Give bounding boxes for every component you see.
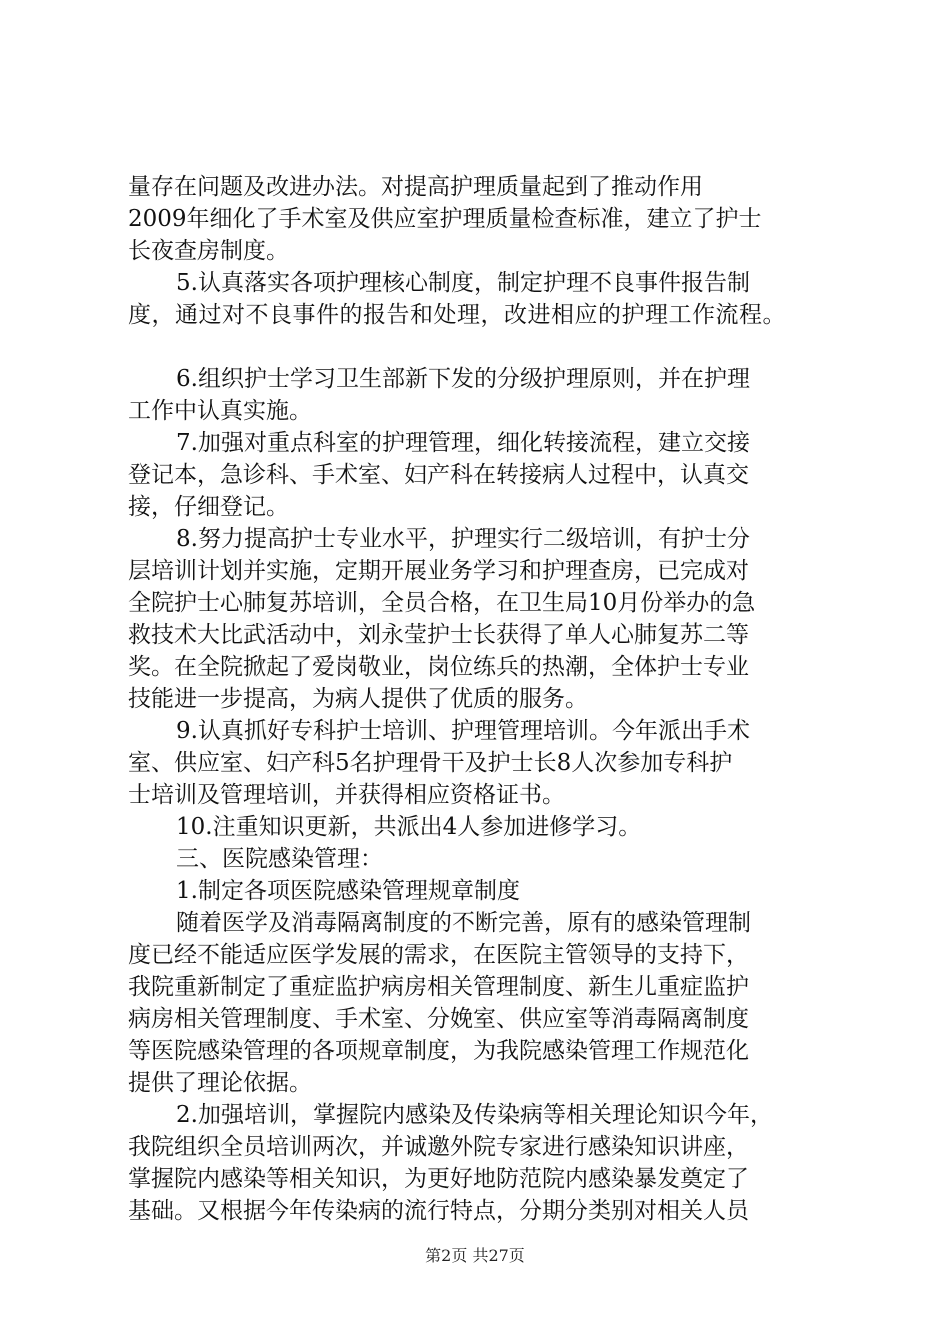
text-line: 技能进一步提高，为病人提供了优质的服务。	[128, 686, 588, 712]
text-line: 5.认真落实各项护理核心制度，制定护理不良事件报告制	[176, 270, 750, 296]
text-line: 随着医学及消毒隔离制度的不断完善，原有的感染管理制	[176, 910, 751, 936]
blank-line	[128, 331, 828, 363]
text-line: 度，通过对不良事件的报告和处理，改进相应的护理工作流程。	[128, 302, 786, 328]
text-line: 接，仔细登记。	[128, 494, 289, 520]
text-line: 等医院感染管理的各项规章制度，为我院感染管理工作规范化	[128, 1038, 749, 1064]
text-line: 士培训及管理培训，并获得相应资格证书。	[128, 782, 565, 808]
text-line: 室、供应室、妇产科5名护理骨干及护士长8人次参加专科护	[128, 750, 733, 776]
text-line: 奖。在全院掀起了爱岗敬业，岗位练兵的热潮，全体护士专业	[128, 654, 749, 680]
text-line: 10.注重知识更新，共派出4人参加进修学习。	[176, 814, 642, 840]
text-line: 长夜查房制度。	[128, 238, 289, 264]
text-line: 9.认真抓好专科护士培训、护理管理培训。今年派出手术	[176, 718, 750, 744]
text-line: 7.加强对重点科室的护理管理，细化转接流程，建立交接	[176, 430, 750, 456]
page-number-footer: 第2页 共27页	[425, 1246, 525, 1265]
text-line: 掌握院内感染等相关知识，为更好地防范院内感染暴发奠定了	[128, 1166, 749, 1192]
text-line: 提供了理论依据。	[128, 1070, 312, 1096]
text-line: 登记本，急诊科、手术室、妇产科在转接病人过程中，认真交	[128, 462, 749, 488]
text-line: 基础。又根据今年传染病的流行特点，分期分类别对相关人员	[128, 1198, 749, 1224]
text-line: 2009年细化了手术室及供应室护理质量检查标准，建立了护士	[128, 206, 762, 232]
text-line: 层培训计划并实施，定期开展业务学习和护理查房，已完成对	[128, 558, 749, 584]
section-heading: 三、医院感染管理：	[176, 846, 383, 872]
document-body	[128, 171, 828, 1227]
text-line: 病房相关管理制度、手术室、分娩室、供应室等消毒隔离制度	[128, 1006, 749, 1032]
text-line: 救技术大比武活动中，刘永莹护士长获得了单人心肺复苏二等	[128, 622, 749, 648]
text-line: 工作中认真实施。	[128, 398, 312, 424]
subsection-heading: 1.制定各项医院感染管理规章制度	[176, 878, 520, 904]
text-line: 量存在问题及改进办法。对提高护理质量起到了推动作用	[128, 174, 703, 200]
text-line: 度已经不能适应医学发展的需求，在医院主管领导的支持下，	[128, 942, 749, 968]
text-line: 6.组织护士学习卫生部新下发的分级护理原则，并在护理	[176, 366, 750, 392]
text-line: 8.努力提高护士专业水平，护理实行二级培训，有护士分	[176, 526, 750, 552]
text-line: 我院组织全员培训两次，并诚邀外院专家进行感染知识讲座，	[128, 1134, 749, 1160]
text-line: 2.加强培训，掌握院内感染及传染病等相关理论知识今年，	[176, 1102, 773, 1128]
text-line: 我院重新制定了重症监护病房相关管理制度、新生儿重症监护	[128, 974, 749, 1000]
text-line: 全院护士心肺复苏培训，全员合格，在卫生局10月份举办的急	[128, 590, 756, 616]
